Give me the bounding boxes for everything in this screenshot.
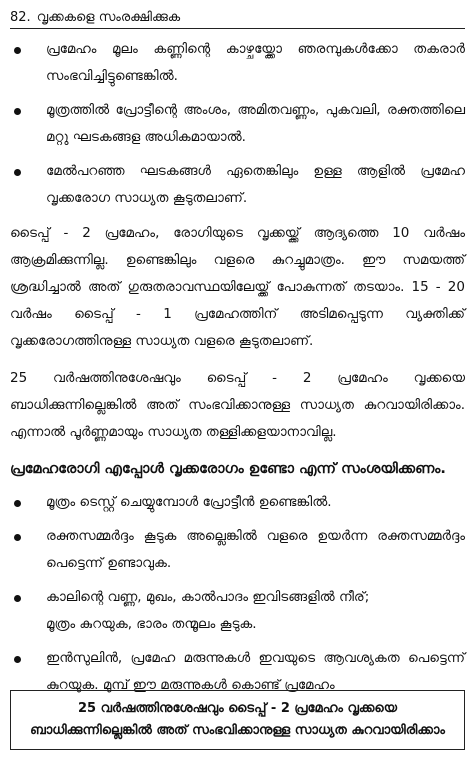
page-number: 82. (10, 9, 31, 25)
list-item-text: ഇൻസുലിൻ, പ്രമേഹ മരുന്നുകൾ ഇവയുടെ ആവശ്യകത പെട്ടെന്ന് കുറയുക. മുമ്പ് ഈ മരുന്നുകൾ കൊണ്ട് പ്രമേഹം (46, 650, 465, 693)
paragraph-type2-after-25-years: 25 വർഷത്തിനുശേഷവും ടൈപ്പ് - 2 പ്രമേഹം വൃക്കയെ ബാധിക്കുന്നില്ലെങ്കിൽ അത് സംഭവിക്കാനുള്ള സാധ്യത കുറവായിരിക്കാം. എന്നാൽ പൂർണ്ണമായും സാധ്യത തള്ളിക്കളയാനാവില്ല. (10, 370, 465, 440)
list-item (10, 158, 465, 212)
list-item (10, 584, 465, 638)
list-item-text: മേൽപറഞ്ഞ ഘടകങ്ങൾ ഏതെങ്കിലും ഉള്ള ആളിൽ പ്രമേഹ വൃക്കരോഗ സാധ്യത കൂടുതലാണ്. (46, 163, 465, 206)
bullet-icon (14, 169, 21, 176)
warning-sign-list (10, 489, 465, 699)
page-header (10, 6, 465, 28)
list-item-text: മൂത്രം ടെസ്റ്റ് ചെയ്യുമ്പോൾ പ്രോട്ടീൻ ഉണ്ടെങ്കിൽ. (46, 494, 332, 510)
bullet-icon (14, 500, 21, 507)
section-heading: പ്രമേഹരോഗി എപ്പോൾ വൃക്കരോഗം ഉണ്ടോ എന്ന് സംശയിക്കണം. (10, 461, 446, 477)
bullet-icon (14, 534, 21, 541)
list-item (10, 36, 465, 90)
page-body (10, 36, 465, 706)
paragraph-type2-onset: ടൈപ്പ് - 2 പ്രമേഹം, രോഗിയുടെ വൃക്കയ്ക്ക് ആദ്യത്തെ 10 വർഷം ആക്രമിക്കുന്നില്ല. ഉണ്ടെങ്കിലും വളരെ കുറച്ചുമാത്രം. ഈ സമയത്ത് ശ്രദ്ധിച്ചാൽ അത് ഗുരുതരാവസ്ഥയിലേയ്ക്ക് പോകുന്നത് തടയാം. 15 - 20 വർഷം ടൈപ്പ് - 1 പ്രമേഹത്തിന് അടിമപ്പെടുന്ന വ്യക്തിക്ക് വൃക്കരോഗത്തിനുള്ള സാധ്യത വളരെ കൂടുതലാണ്. (10, 225, 465, 349)
list-item (10, 489, 465, 516)
list-item-continuation: മൂത്രം കുറയുക, ഭാരം തന്മൂലം കൂടുക. (46, 616, 257, 632)
list-item-text: കാലിന്റെ വണ്ണ, മുഖം, കാൽപാദം ഇവിടങ്ങളിൽ നീര്; (46, 589, 370, 605)
list-item-text: രക്തസമ്മർദ്ദം കൂടുക അല്ലെങ്കിൽ വളരെ ഉയർന്ന രക്തസമ്മർദ്ദം പെട്ടെന്ന് ഉണ്ടാവുക. (46, 528, 465, 571)
highlight-box-line: ബാധിക്കുന്നില്ലെങ്കിൽ അത് സംഭവിക്കാനുള്ള സാധ്യത കുറവായിരിക്കാം (30, 723, 445, 738)
running-title: വൃക്കകളെ സംരക്ഷിക്കുക (36, 9, 181, 25)
bullet-icon (14, 47, 21, 54)
bullet-icon (14, 108, 21, 115)
list-item-text: പ്രമേഹം മൂലം കണ്ണിന്റെ കാഴ്ചയ്ക്കോ ഞരമ്പുകൾക്കോ തകരാർ സംഭവിച്ചിട്ടുണ്ടെങ്കിൽ. (46, 41, 465, 84)
list-item (10, 97, 465, 151)
risk-factor-list (10, 36, 465, 212)
list-item-text: മൂത്രത്തിൽ പ്രോട്ടീന്റെ അംശം, അമിതവണ്ണം, പുകവലി, രക്തത്തിലെ മറ്റു ഘടകങ്ങള അധികമായാൽ. (46, 102, 465, 145)
highlight-box-line: 25 വർഷത്തിനുശേഷവും ടൈപ്പ് - 2 പ്രമേഹം വൃക്കയെ (78, 701, 397, 716)
list-item (10, 523, 465, 577)
bullet-icon (14, 595, 21, 602)
bullet-icon (14, 656, 21, 663)
header-divider (10, 28, 465, 29)
highlight-box (10, 690, 465, 750)
